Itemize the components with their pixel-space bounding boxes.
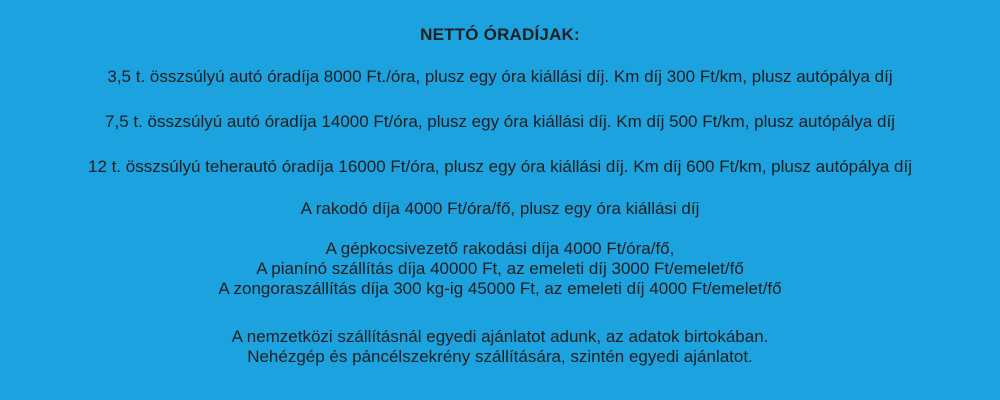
notes-block	[0, 327, 1000, 367]
note-line-heavy: Nehézgép és páncélszekrény szállítására, szintén egyedi ajánlatot.	[247, 347, 753, 366]
rate-line-7-5t: 7,5 t. összsúlyú autó óradíja 14000 Ft/óra, plusz egy óra kiállási díj. Km díj 500 Ft/km, plusz autópálya díj	[105, 112, 895, 131]
rate-line-12t: 12 t. összsúlyú teherautó óradíja 16000 Ft/óra, plusz egy óra kiállási díj. Km díj 600 Ft/km, plusz autópálya díj	[88, 157, 912, 176]
page-title: NETTÓ ÓRADÍJAK:	[420, 25, 580, 44]
extra-line-piano: A pianínó szállítás díja 40000 Ft, az emeleti díj 3000 Ft/emelet/fő	[256, 259, 744, 278]
extra-line-grand-piano: A zongoraszállítás díja 300 kg-ig 45000 Ft, az emeleti díj 4000 Ft/emelet/fő	[218, 279, 782, 298]
rate-line-3-5t: 3,5 t. összsúlyú autó óradíja 8000 Ft./óra, plusz egy óra kiállási díj. Km díj 300 Ft/km, plusz autópálya díj	[107, 67, 893, 86]
note-line-international: A nemzetközi szállításnál egyedi ajánlatot adunk, az adatok birtokában.	[231, 327, 769, 346]
rate-line-loader: A rakodó díja 4000 Ft/óra/fő, plusz egy óra kiállási díj	[300, 199, 700, 218]
extra-line-driver: A gépkocsivezető rakodási díja 4000 Ft/óra/fő,	[325, 239, 675, 258]
extras-block	[0, 239, 1000, 299]
